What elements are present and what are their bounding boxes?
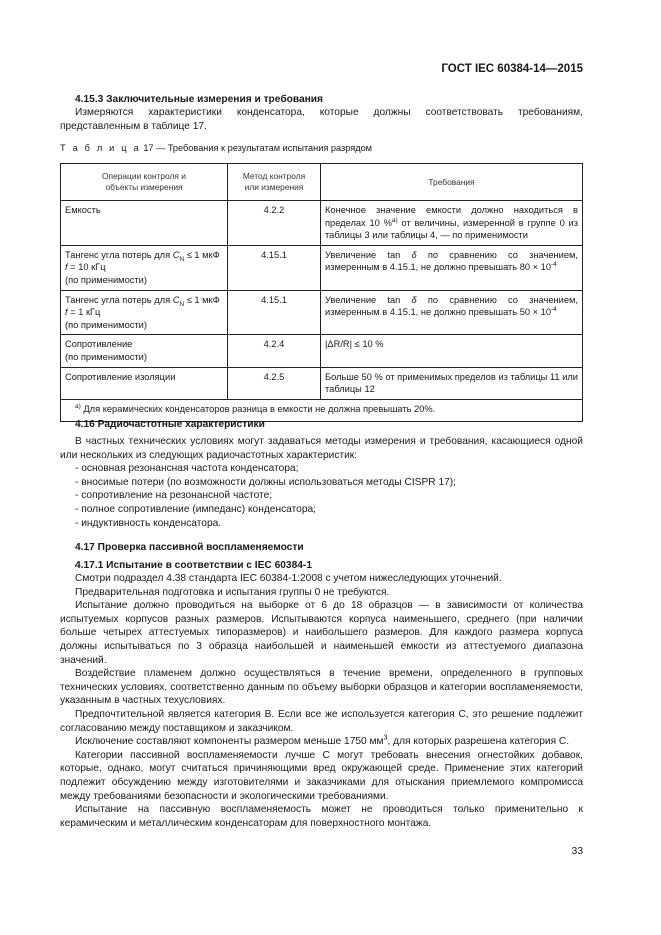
- cell-operation: Тангенс угла потерь для $C_N \le 1$ мкФ f = 1 кГц (по применимости): [61, 290, 228, 335]
- table-caption-text: 17 — Требования к результатам испытания разрядом: [140, 143, 372, 153]
- paragraph: Исключение составляют компоненты размером меньше 1750 $мм^3$, для которых разрешена категория С.: [75, 733, 570, 748]
- cell-operation: Сопротивление (по применимости): [61, 335, 228, 367]
- paragraph: Предпочтительной является категория В. Если все же используется категория С, это решение подлежит согласованию между поставщиком и заказчиком.: [60, 708, 583, 734]
- rf-characteristics-list: [60, 462, 583, 530]
- paragraph: Испытание должно проводиться на выборке от 6 до 18 образцов — в зависимости от количества испытуемых корпусов разных размеров. Испытываются корпуса наименьшего, среднего (при наличии больше четырех аттестуемых типоразмеров) и наибольшего размеров. Для каждого размера корпуса должны испытываться по 3 образца наибольшей и наименьшей емкости из аттестуемого диапазона значений.: [60, 600, 583, 666]
- paragraph: Смотри подраздел 4.38 стандарта IEC 60384-1:2008 с учетом нижеследующих уточнений.: [75, 573, 502, 584]
- section-heading-4-17: 4.17 Проверка пассивной воспламеняемости: [75, 542, 304, 553]
- paragraph: В частных технических условиях могут задаваться методы измерения и требования, касающиеся одной или нескольких из следующих радиочастотных характеристик:: [60, 436, 583, 461]
- cell-method: 4.15.1: [228, 245, 321, 290]
- list-item: - основная резонансная частота конденсатора;: [75, 463, 299, 475]
- section-4-15-3-body: [60, 106, 583, 133]
- page-number: 33: [571, 846, 583, 857]
- list-item: - вносимые потери (по возможности должны использоваться методы CISPR 17);: [75, 476, 456, 488]
- cell-method: 4.15.1: [228, 290, 321, 335]
- table-row: [61, 245, 583, 290]
- cell-requirement: |ΔR/R| ≤ 10 %: [321, 335, 583, 367]
- table-caption: [60, 142, 372, 156]
- requirements-table: [60, 163, 583, 422]
- table-row: [61, 367, 583, 399]
- paragraph: Испытание на пассивную воспламеняемость может не проводиться только применительно к керамическим и металлическим конденсаторам для поверхностного монтажа.: [60, 804, 583, 829]
- cell-method: 4.2.5: [228, 367, 321, 399]
- table-row: [61, 290, 583, 335]
- list-item: - полное сопротивление (импеданс) конденсатора;: [75, 503, 316, 515]
- section-4-16-body: [60, 435, 583, 530]
- table-row: [61, 201, 583, 246]
- column-header: Метод контроля или измерения: [228, 164, 321, 201]
- column-header: Требования: [321, 164, 583, 201]
- cell-requirement: Увеличение tan δ по сравнению со значением, измеренным в 4.15.1, не должно превышать $80 \times 10^{-4}$: [321, 245, 583, 290]
- list-item: - индуктивность конденсатора.: [75, 517, 222, 529]
- column-header: Операции контроля и объекты измерения: [61, 164, 228, 201]
- paragraph: Предварительная подготовка и испытания группы 0 не требуются.: [75, 586, 390, 598]
- cell-method: 4.2.2: [228, 201, 321, 246]
- document-header: ГОСТ IEC 60384-14—2015: [441, 63, 583, 75]
- paragraph: Воздействие пламенем должно осуществляться в течение времени, определенного в групповых технических условиях, соответственно данным по объему выборки образцов и категории воспламеняемости, указанным в частных техусловиях.: [60, 668, 583, 707]
- table-footnote: $^{а)}$ Для керамических конденсаторов разница в емкости не должна превышать 20%.: [61, 399, 583, 421]
- cell-requirement: Конечное значение емкости должно находиться в пределах 10 %$^{а)}$ от величины, измеренной в группе 0 из таблицы 3 или таблицы 4, — по применимости: [321, 201, 583, 246]
- section-4-17-1-body: [60, 572, 583, 830]
- section-heading-4-16: 4.16 Радиочастотные характеристики: [75, 419, 265, 430]
- cell-requirement: Больше 50 % от применимых пределов из таблицы 11 или таблицы 12: [321, 367, 583, 399]
- list-item: - сопротивление на резонансной частоте;: [75, 490, 273, 502]
- cell-requirement: Увеличение tan δ по сравнению со значением, измеренным в 4.15.1, не должно превышать $50 \times 10^{-4}$: [321, 290, 583, 335]
- cell-operation: Сопротивление изоляции: [61, 367, 228, 399]
- paragraph: Измеряются характеристики конденсатора, которые должны соответствовать требованиям, представленным в таблице 17.: [60, 107, 583, 132]
- cell-operation: Емкость: [61, 201, 228, 246]
- cell-method: 4.2.4: [228, 335, 321, 367]
- cell-operation: Тангенс угла потерь для $C_N \le 1$ мкФ f = 10 кГц (по применимости): [61, 245, 228, 290]
- table-header-row: [61, 164, 583, 201]
- paragraph: Категории пассивной воспламеняемости лучше С могут требовать внесения огнестойких добавок, которые, однако, могут считаться причиняющими вред окружающей среде. Применение этих категорий подлежит обсуждению между изготовителями и заказчиками для отыскания приемлемого компромисса между требованиями безопасности и экологическими требованиями.: [60, 749, 583, 802]
- table-row: [61, 335, 583, 367]
- section-heading-4-17-1: 4.17.1 Испытание в соответствии с IEC 60384-1: [75, 560, 312, 571]
- section-heading-4-15-3: 4.15.3 Заключительные измерения и требования: [75, 94, 323, 105]
- table-caption-prefix: Т а б л и ц а: [60, 143, 141, 153]
